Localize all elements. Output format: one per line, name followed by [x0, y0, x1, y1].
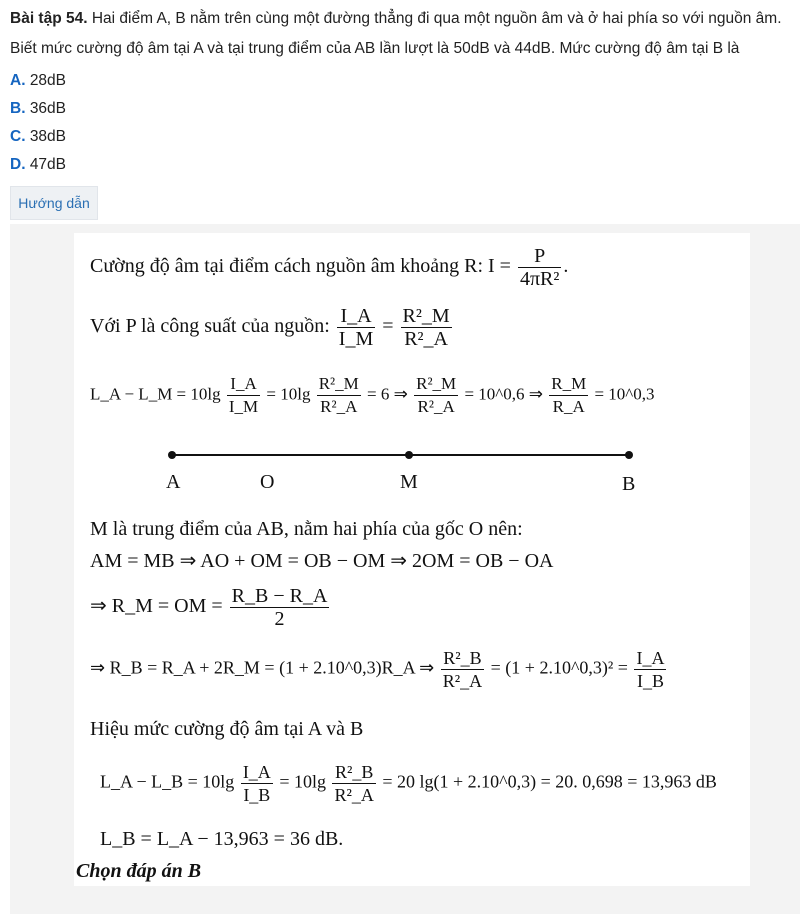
solution-l3-f1-num: I_A: [227, 373, 260, 396]
solution-l3-f1-den: I_M: [228, 397, 259, 416]
solution-l1-fraction: [518, 245, 561, 290]
solution-l7-f1-den: R²_A: [442, 671, 483, 691]
point-m-label: M: [400, 471, 418, 493]
solution-l9-frac2: [332, 761, 375, 806]
solution-line-4: M là trung điểm của AB, nằm hai phía của gốc O nên:: [90, 518, 523, 540]
solution-line-3: [90, 373, 655, 418]
solution-l3-b: = 10lg: [266, 384, 311, 404]
solution-l9-b: = 10lg: [279, 771, 326, 792]
solution-l3-frac1: [227, 373, 260, 418]
question-line-2: Biết mức cường độ âm tại A và tại trung điểm của AB lần lượt là 50dB và 44dB. Mức cường độ âm tại B là: [10, 40, 740, 57]
solution-l6-den: 2: [274, 608, 285, 630]
solution-l7-frac2: [634, 647, 666, 692]
question-line-1: [10, 9, 782, 29]
solution-l9-c: = 20 lg(1 + 2.10^0,3) = 20. 0,698 = 13,963 dB: [382, 771, 717, 792]
solution-l7-frac1: [441, 647, 484, 692]
option-b-label: B.: [10, 100, 26, 117]
guide-toggle-button[interactable]: Hướng dẫn: [10, 186, 98, 220]
solution-l3-e: = 10^0,3: [594, 384, 655, 404]
solution-l9-f2-den: R²_A: [334, 785, 374, 805]
point-a-label: A: [166, 471, 181, 493]
solution-l9-f1-num: I_A: [242, 762, 271, 782]
solution-l3-frac4: [549, 373, 588, 418]
solution-l3-frac3: [414, 373, 458, 418]
question-title: Bài tập 54.: [10, 10, 88, 27]
solution-l1-num: P: [518, 245, 561, 268]
solution-l2-f2-den: R²_A: [404, 328, 448, 350]
solution-l6-frac: [230, 585, 330, 630]
option-d-text: 47dB: [29, 156, 67, 173]
option-d[interactable]: [10, 155, 66, 175]
solution-l1-text: Cường độ âm tại điểm cách nguồn âm khoảng R: I =: [90, 255, 511, 278]
solution-l2-frac2: [401, 305, 452, 350]
solution-answer: Chọn đáp án B: [76, 860, 202, 882]
solution-l7-a: ⇒ R_B = R_A + 2R_M = (1 + 2.10^0,3)R_A ⇒: [90, 657, 435, 678]
point-a-dot: [168, 451, 176, 459]
solution-l2-frac1: [337, 305, 375, 350]
point-o-label: O: [260, 471, 275, 493]
solution-l3-f3-num: R²_M: [414, 373, 458, 396]
solution-l9-f1-den: I_B: [243, 785, 271, 805]
solution-l1-den: 4πR²: [519, 268, 560, 290]
solution-image: [74, 233, 750, 886]
option-a[interactable]: [10, 71, 66, 91]
solution-l3-f4-num: R_M: [549, 373, 588, 396]
solution-l7-f2-num: I_A: [636, 648, 665, 668]
solution-line-1: Cường độ âm tại điểm cách nguồn âm khoảng R: I = $\frac{P}{\text{4πR²}}$ .: [90, 245, 569, 290]
solution-l3-frac2: [317, 373, 361, 418]
solution-line-9: [100, 761, 717, 806]
solution-l3-a: L_A − L_M = 10lg: [90, 384, 221, 404]
solution-line-10: L_B = L_A − 13,963 = 36 dB.: [100, 828, 344, 850]
solution-l7-f2-den: I_B: [636, 671, 664, 691]
point-b-dot: [625, 451, 633, 459]
point-b-label: B: [622, 473, 636, 495]
option-b[interactable]: [10, 99, 66, 119]
solution-line-2: Với P là công suất của nguồn: $\frac{I\_A}{I\_M}$ = $\frac{\text{R²\_M}}{\text{R²\_A}}$: [90, 305, 450, 350]
solution-l2-f2-num: R²_M: [402, 305, 450, 327]
solution-l2-text: Với P là công suất của nguồn:: [90, 315, 330, 338]
option-b-text: 36dB: [29, 100, 67, 117]
solution-l3-f2-den: R²_A: [320, 397, 358, 416]
solution-l7-b: = (1 + 2.10^0,3)² =: [490, 657, 628, 678]
option-c-text: 38dB: [29, 128, 67, 145]
solution-line-8: Hiệu mức cường độ âm tại A và B: [90, 718, 364, 740]
solution-l6-num: R_B − R_A: [231, 585, 328, 607]
solution-l3-f2-num: R²_M: [317, 373, 361, 396]
solution-l2-f1-den: I_M: [338, 328, 374, 350]
option-a-text: 28dB: [29, 72, 67, 89]
solution-l9-f2-num: R²_B: [332, 761, 375, 784]
solution-l2-f1-num: I_A: [337, 305, 375, 328]
solution-l3-c: = 6 ⇒: [367, 384, 408, 404]
solution-l3-d: = 10^0,6 ⇒: [464, 384, 543, 404]
option-c[interactable]: [10, 127, 66, 147]
option-d-label: D.: [10, 156, 26, 173]
solution-l9-frac1: [241, 761, 273, 806]
solution-l7-f1-num: R²_B: [441, 647, 484, 670]
solution-l3-f3-den: R²_A: [417, 397, 455, 416]
option-c-label: C.: [10, 128, 26, 145]
option-a-label: A.: [10, 72, 26, 89]
solution-l3-f4-den: R_A: [552, 397, 585, 416]
solution-line-7: [90, 647, 668, 692]
solution-l6-a: ⇒ R_M = OM =: [90, 595, 223, 618]
point-m-dot: [405, 451, 413, 459]
solution-l9-a: L_A − L_B = 10lg: [100, 771, 235, 792]
solution-line-6: [90, 585, 331, 630]
solution-line-5: AM = MB ⇒ AO + OM = OB − OM ⇒ 2OM = OB − OA: [90, 550, 554, 572]
question-text-1: Hai điểm A, B nằm trên cùng một đường thẳng đi qua một nguồn âm và ở hai phía so với nguồn âm.: [91, 10, 782, 27]
